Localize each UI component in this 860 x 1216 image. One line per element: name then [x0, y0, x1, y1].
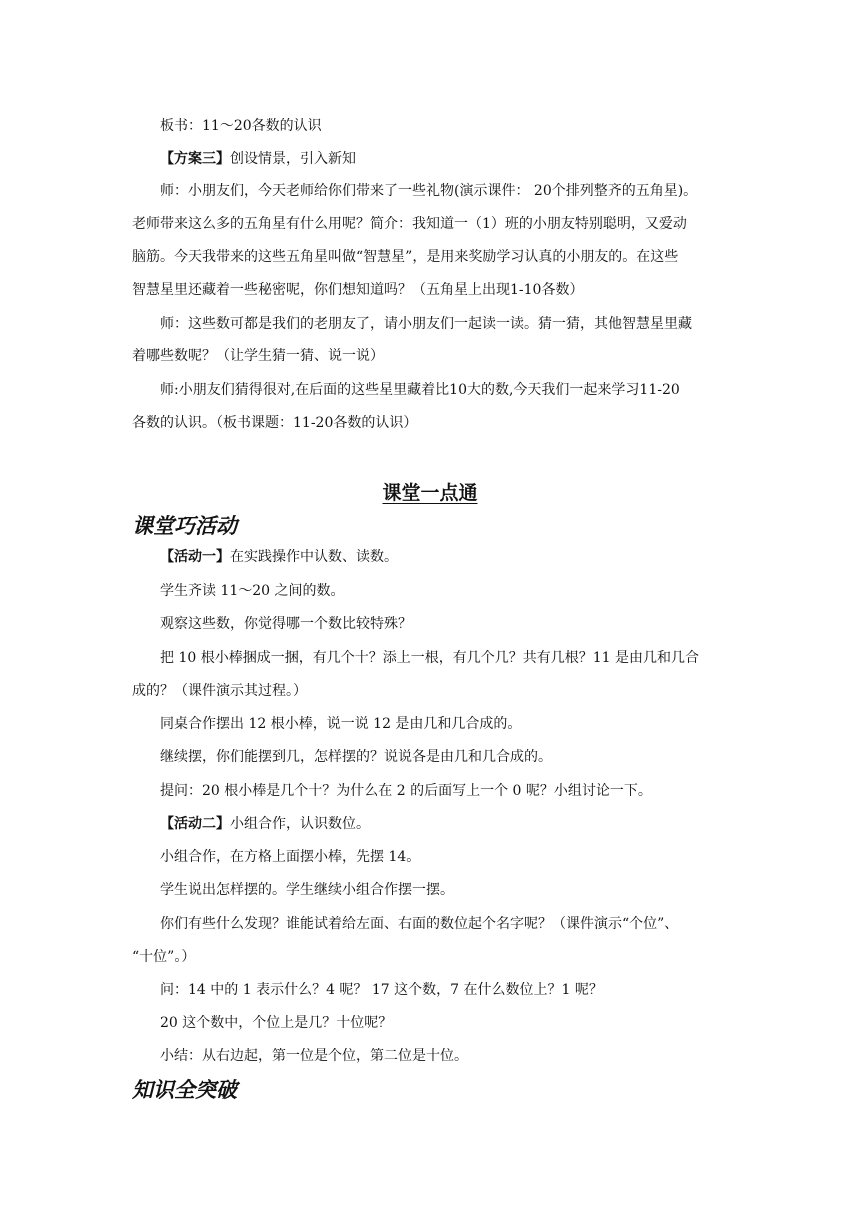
activity1-text: 在实践操作中认数、读数。 [230, 549, 398, 565]
activity1-line [160, 547, 760, 567]
activity2-line [160, 814, 760, 834]
line-d-3: 小结：从右边起，第一位是个位，第二位是十位。 [160, 1048, 468, 1064]
activity2-text: 小组合作，认识数位。 [230, 816, 370, 832]
activity2-label: 【活动二】 [160, 816, 230, 832]
para1-line-3: 脑筋。今天我带来的这些五角星叫做“智慧星”，是用来奖励学习认真的小朋友的。在这些 [132, 249, 679, 265]
line-d-2: 20 这个数中，个位上是几？十位呢？ [160, 1015, 393, 1031]
para2-line-1: 师：这些数可都是我们的老朋友了，请小朋友们一起读一读。猜一猜，其他智慧星里藏 [160, 316, 692, 332]
discover-line-2: “十位”。） [132, 949, 196, 965]
section1-heading: 课堂巧活动 [132, 514, 237, 538]
para3-line-1: 师:小朋友们猜得很对,在后面的这些星里藏着比10大的数,今天我们一起来学习11-20 [160, 382, 680, 398]
para1-line-2: 老师带来这么多的五角星有什么用呢？简介：我知道一（1）班的小朋友特别聪明，又爱动 [132, 216, 687, 232]
line-c-1: 小组合作，在方格上面摆小棒，先摆 14。 [160, 849, 421, 865]
plan3-text: 创设情景，引入新知 [230, 151, 356, 167]
para1-line-4: 智慧星里还藏着一些秘密呢，你们想知道吗？（五角星上出现1-10各数） [132, 282, 584, 298]
line-c-2: 学生说出怎样摆的。学生继续小组合作摆一摆。 [160, 882, 454, 898]
plan3-label: 【方案三】 [160, 151, 230, 167]
line-b-1: 同桌合作摆出 12 根小棒，说一说 12 是由几和几合成的。 [160, 716, 522, 732]
sticks-line-2: 成的？（课件演示其过程。） [132, 683, 307, 699]
para1-line-1: 师：小朋友们，今天老师给你们带来了一些礼物(演示课件： 20个排列整齐的五角星)。 [160, 183, 698, 199]
plan3-line [160, 149, 760, 169]
line-a-2: 观察这些数，你觉得哪一个数比较特殊？ [160, 616, 412, 632]
sticks-line-1: 把 10 根小棒捆成一捆，有几个十？添上一根，有几个几？共有几根？11 是由几和几合 [160, 650, 699, 666]
board-text: 板书：11～20各数的认识 [160, 118, 322, 134]
activity1-label: 【活动一】 [160, 549, 230, 565]
para3-line-2: 各数的认识。（板书课题：11-20各数的认识） [132, 415, 418, 431]
section2-heading: 知识全突破 [132, 1078, 237, 1102]
line-a-1: 学生齐读 11～20 之间的数。 [160, 583, 345, 599]
center-title: 课堂一点通 [382, 482, 478, 504]
line-b-3: 提问：20 根小棒是几个十？为什么在 2 的后面写上一个 0 呢？小组讨论一下。 [160, 783, 652, 799]
line-b-2: 继续摆，你们能摆到几，怎样摆的？说说各是由几和几合成的。 [160, 749, 552, 765]
para2-line-2: 着哪些数呢？（让学生猜一猜、说一说） [132, 348, 384, 364]
line-d-1: 问：14 中的 1 表示什么？4 呢？ 17 这个数，7 在什么数位上？1 呢？ [160, 982, 603, 998]
discover-line-1: 你们有些什么发现？谁能试着给左面、右面的数位起个名字呢？（课件演示“个位”、 [160, 916, 679, 932]
